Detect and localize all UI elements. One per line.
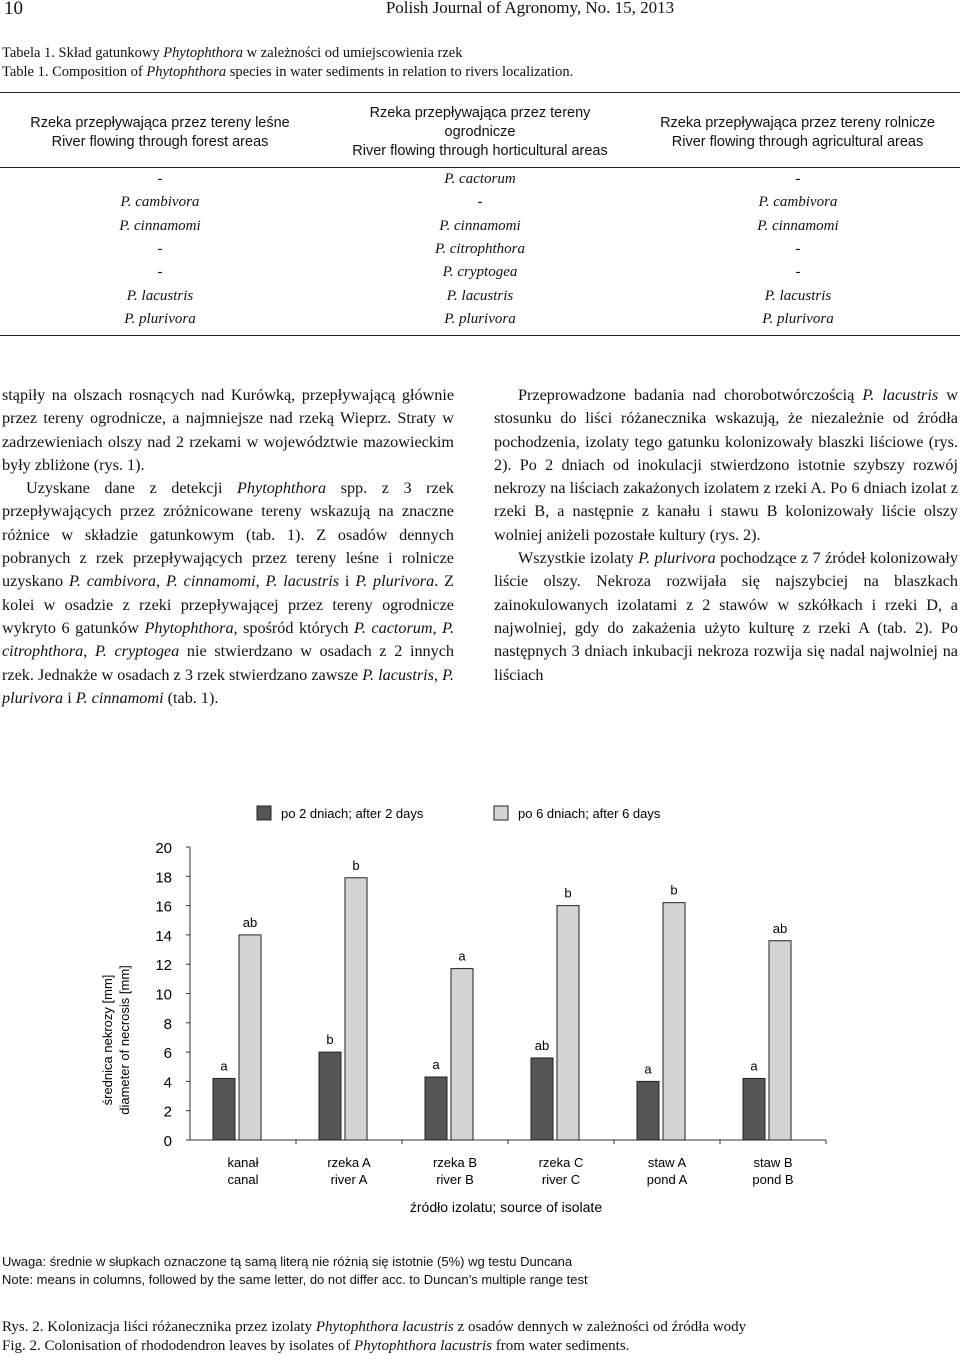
table-cell: P. lacustris bbox=[446, 287, 514, 304]
x-category-label-pl: rzeka C bbox=[538, 1155, 584, 1170]
x-category-label-en: pond A bbox=[646, 1172, 688, 1187]
x-category-label-en: river C bbox=[541, 1172, 581, 1187]
paragraph: Wszystkie izolaty P. plurivora pochodzące z 7 źródeł kolonizowały liście olszy. Nekroza rozwijała się najszybciej na blaszkach zainokulowanych izolatami z 2 stawów w szkółkach i rzeki D, a najwolniej, gdy do zakażenia użyto kulturę z rzeki A (tab. 2). Po następnych 3 dniach inkubacji nekroza rozwija się nadal najwolniej na liściach bbox=[494, 549, 958, 684]
body-text-left bbox=[2, 384, 454, 710]
table-cell: - bbox=[795, 171, 801, 187]
bar-6-days bbox=[663, 903, 685, 1140]
plot-area bbox=[155, 840, 826, 1187]
legend-swatch-6-days bbox=[494, 806, 508, 820]
table-header-forest: Rzeka przepływająca przez tereny leśne River flowing through forest areas bbox=[30, 115, 290, 150]
bar-6-days bbox=[345, 878, 367, 1140]
bar-significance-label: ab bbox=[772, 920, 788, 936]
table-cell: - bbox=[157, 240, 163, 257]
table-cell: - bbox=[157, 171, 163, 187]
figure-caption-pl: Rys. 2. Kolonizacja liści różanecznika przez izolaty Phytophthora lacustris z osadów dennych w zależności od źródła wody bbox=[2, 1319, 747, 1335]
y-tick-label: 0 bbox=[163, 1133, 172, 1150]
bar-significance-label: b bbox=[352, 857, 360, 873]
table-cell: P. lacustris bbox=[764, 287, 832, 304]
y-tick-label: 6 bbox=[163, 1045, 172, 1063]
x-category-label-en: canal bbox=[227, 1172, 259, 1187]
chart-legend bbox=[257, 806, 661, 821]
bar-6-days bbox=[239, 935, 261, 1140]
bar-significance-label: ab bbox=[534, 1037, 550, 1053]
table-cell: P. cinnamomi bbox=[757, 217, 839, 234]
y-tick-label: 12 bbox=[155, 957, 172, 975]
table-cell: - bbox=[477, 194, 483, 211]
bar-2-days bbox=[319, 1052, 341, 1140]
journal-title: Polish Journal of Agronomy, No. 15, 2013 bbox=[385, 0, 675, 17]
necrosis-bar-chart bbox=[0, 790, 960, 1230]
x-category-label-pl: staw B bbox=[753, 1155, 793, 1170]
table-cell: P. lacustris bbox=[126, 287, 194, 304]
table-cell: P. plurivora bbox=[444, 310, 516, 327]
x-axis-label: źródło izolatu; source of isolate bbox=[409, 1199, 603, 1215]
legend-label-6-days: po 6 dniach; after 6 days bbox=[518, 806, 661, 821]
species-table bbox=[0, 92, 960, 336]
bar-2-days bbox=[531, 1058, 553, 1140]
bar-2-days bbox=[743, 1078, 765, 1140]
x-category-label-pl: rzeka B bbox=[432, 1155, 478, 1170]
table-cell: - bbox=[795, 264, 801, 281]
figure-caption-en: Fig. 2. Colonisation of rhododendron leaves by isolates of Phytophthora lacustris from water sediments. bbox=[2, 1338, 630, 1354]
bar-significance-label: a bbox=[220, 1058, 228, 1074]
y-tick-label: 10 bbox=[155, 986, 172, 1004]
bar-significance-label: b bbox=[670, 882, 678, 898]
table-cell: P. cryptogea bbox=[442, 264, 518, 281]
table-cell: P. cambivora bbox=[120, 194, 200, 211]
bar-significance-label: a bbox=[432, 1057, 440, 1073]
bar-significance-label: a bbox=[458, 948, 466, 964]
y-axis-label-pl: średnica nekrozy [mm] bbox=[100, 974, 115, 1106]
y-axis-label-en: diameter of necrosis [mm] bbox=[117, 965, 132, 1115]
table-cell: P. cinnamomi bbox=[119, 217, 201, 234]
bar-significance-label: b bbox=[564, 885, 572, 901]
paragraph: stąpiły na olszach rosnących nad Kurówką, przepływającą głównie przez tereny ogrodnicze, a najmniejsze nad rzeką Wieprz. Straty w zadrzewieniach olszy nad 2 rzekami w województwie mazowieckim były zbliżone (rys. 1). bbox=[2, 386, 454, 474]
bar-6-days bbox=[557, 906, 579, 1140]
x-category-label-pl: rzeka A bbox=[327, 1155, 371, 1170]
y-tick-label: 2 bbox=[163, 1103, 172, 1121]
x-category-label-pl: staw A bbox=[647, 1155, 687, 1170]
paragraph: Przeprowadzone badania nad chorobotwórczością P. lacustris w stosunku do liści różanecznika wskazują, że niezależnie od źródła pochodzenia, izolaty tego gatunku kolonizowały blaszki liściowe (rys. 2). Po 2 dniach od inokulacji stwierdzono istotnie szybszy rozwój nekrozy na liściach zakażonych izolatem z rzeki A. Po 6 dniach izolat z rzeki B, a następnie z kanału i stawu B kolonizowały liście olszy wolniej aniżeli pozostałe kultury (rys. 2). bbox=[494, 386, 958, 544]
table-cell: P. plurivora bbox=[124, 310, 196, 327]
y-tick-label: 14 bbox=[155, 927, 172, 945]
paragraph: Uzyskane dane z detekcji Phytophthora spp. z 3 rzek przepływających przez zróżnicowane tereny wskazują na znaczne różnice w składzie gatunkowym (tab. 1). Z osadów dennych pobranych z rzek przepływających przez tereny leśne i rolnicze uzyskano P. cambivora, P. cinnamomi, P. lacustris i P. plurivora. Z kolei w osadzie z rzeki przepływającej przez tereny ogrodnicze wykryto 6 gatunków Phytophthora, spośród których P. cactorum, P. citrophthora, P. cryptogea nie stwierdzano w osadach z 2 innych rzek. Jednakże w osadach z 3 rzek stwierdzano zawsze P. lacustris, P. plurivora i P. cinnamomi (tab. 1). bbox=[2, 479, 455, 707]
bar-6-days bbox=[769, 941, 791, 1140]
x-category-label-en: pond B bbox=[752, 1172, 794, 1187]
table-cell: - bbox=[795, 240, 801, 257]
table-caption-pl: Tabela 1. Skład gatunkowy Phytophthora w zależności od umiejscowienia rzek bbox=[2, 45, 463, 61]
table-cell: P. cambivora bbox=[758, 194, 838, 211]
bar-significance-label: ab bbox=[242, 914, 258, 930]
table-caption-en: Table 1. Composition of Phytophthora species in water sediments in relation to rivers localization. bbox=[2, 64, 574, 80]
bar-6-days bbox=[451, 969, 473, 1140]
x-category-label-en: river A bbox=[330, 1172, 368, 1187]
bar-significance-label: b bbox=[326, 1032, 334, 1048]
y-tick-label: 20 bbox=[155, 840, 172, 857]
table-cell: P. citrophthora bbox=[434, 240, 525, 257]
bar-2-days bbox=[213, 1078, 235, 1140]
table-header-agricultural: Rzeka przepływająca przez tereny rolnicze River flowing through agricultural areas bbox=[660, 115, 935, 150]
body-text-right bbox=[494, 384, 958, 687]
note-en: Note: means in columns, followed by the same letter, do not differ acc. to Duncan’s multiple range test bbox=[2, 1272, 588, 1287]
y-tick-label: 8 bbox=[163, 1015, 172, 1033]
y-tick-label: 4 bbox=[163, 1074, 172, 1092]
legend-swatch-2-days bbox=[257, 806, 271, 820]
y-tick-label: 18 bbox=[155, 869, 172, 887]
table-header-horticultural: Rzeka przepływająca przez tereny ogrodnicze River flowing through horticultural areas bbox=[352, 105, 608, 159]
y-tick-label: 16 bbox=[155, 898, 172, 916]
table-cell: P. plurivora bbox=[762, 310, 834, 327]
bar-2-days bbox=[637, 1081, 659, 1140]
x-category-label-en: river B bbox=[436, 1172, 474, 1187]
bar-2-days bbox=[425, 1077, 447, 1140]
page-number: 10 bbox=[4, 0, 23, 19]
table-cell: - bbox=[157, 264, 163, 281]
note-pl: Uwaga: średnie w słupkach oznaczone tą samą literą nie różnią się istotnie (5%) wg testu Duncana bbox=[2, 1254, 573, 1269]
x-category-label-pl: kanał bbox=[227, 1155, 259, 1170]
bar-significance-label: a bbox=[644, 1061, 652, 1077]
table-cell: P. cactorum bbox=[444, 171, 516, 187]
bar-significance-label: a bbox=[750, 1058, 758, 1074]
table-cell: P. cinnamomi bbox=[439, 217, 521, 234]
legend-label-2-days: po 2 dniach; after 2 days bbox=[281, 806, 424, 821]
